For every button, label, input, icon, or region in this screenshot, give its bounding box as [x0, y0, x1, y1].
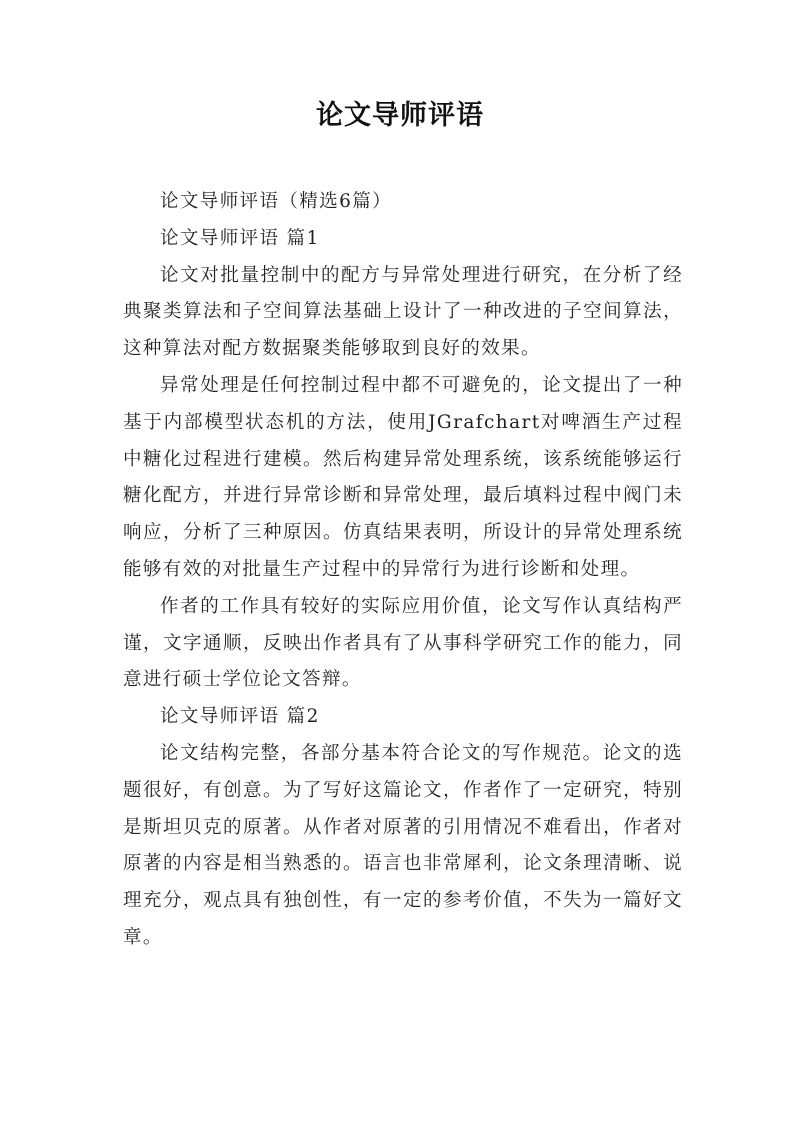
paragraph: 作者的工作具有较好的实际应用价值，论文写作认真结构严谨，文字通顺，反映出作者具有了从事科学研究工作的能力，同意进行硕士学位论文答辩。 — [123, 595, 683, 691]
paragraph: 异常处理是任何控制过程中都不可避免的，论文提出了一种基于内部模型状态机的方法，使用JGrafchart对啤酒生产过程中糖化过程进行建模。然后构建异常处理系统，该系统能够运行糖化配方，并进行异常诊断和异常处理，最后填料过程中阀门未响应，分析了三种原因。仿真结果表明，所设计的异常处理系统能够有效的对批量生产过程中的异常行为进行诊断和处理。 — [123, 374, 683, 580]
collection-heading: 论文导师评语（精选6篇） — [160, 191, 393, 212]
section-heading-2: 论文导师评语 篇2 — [160, 706, 320, 728]
paragraph: 论文结构完整，各部分基本符合论文的写作规范。论文的选题很好，有创意。为了写好这篇论文，作者作了一定研究，特别是斯坦贝克的原著。从作者对原著的引用情况不难看出，作者对原著的内容是相当熟悉的。语言也非常犀利，论文条理清晰、说理充分，观点具有独创性，有一定的参考价值，不失为一篇好文章。 — [123, 742, 683, 948]
document-body — [123, 184, 683, 957]
paragraph: 论文对批量控制中的配方与异常处理进行研究，在分析了经典聚类算法和子空间算法基础上设计了一种改进的子空间算法，这种算法对配方数据聚类能够取到良好的效果。 — [123, 264, 683, 360]
document-title: 论文导师评语 — [316, 100, 484, 131]
section-heading-1: 论文导师评语 篇1 — [160, 227, 320, 249]
